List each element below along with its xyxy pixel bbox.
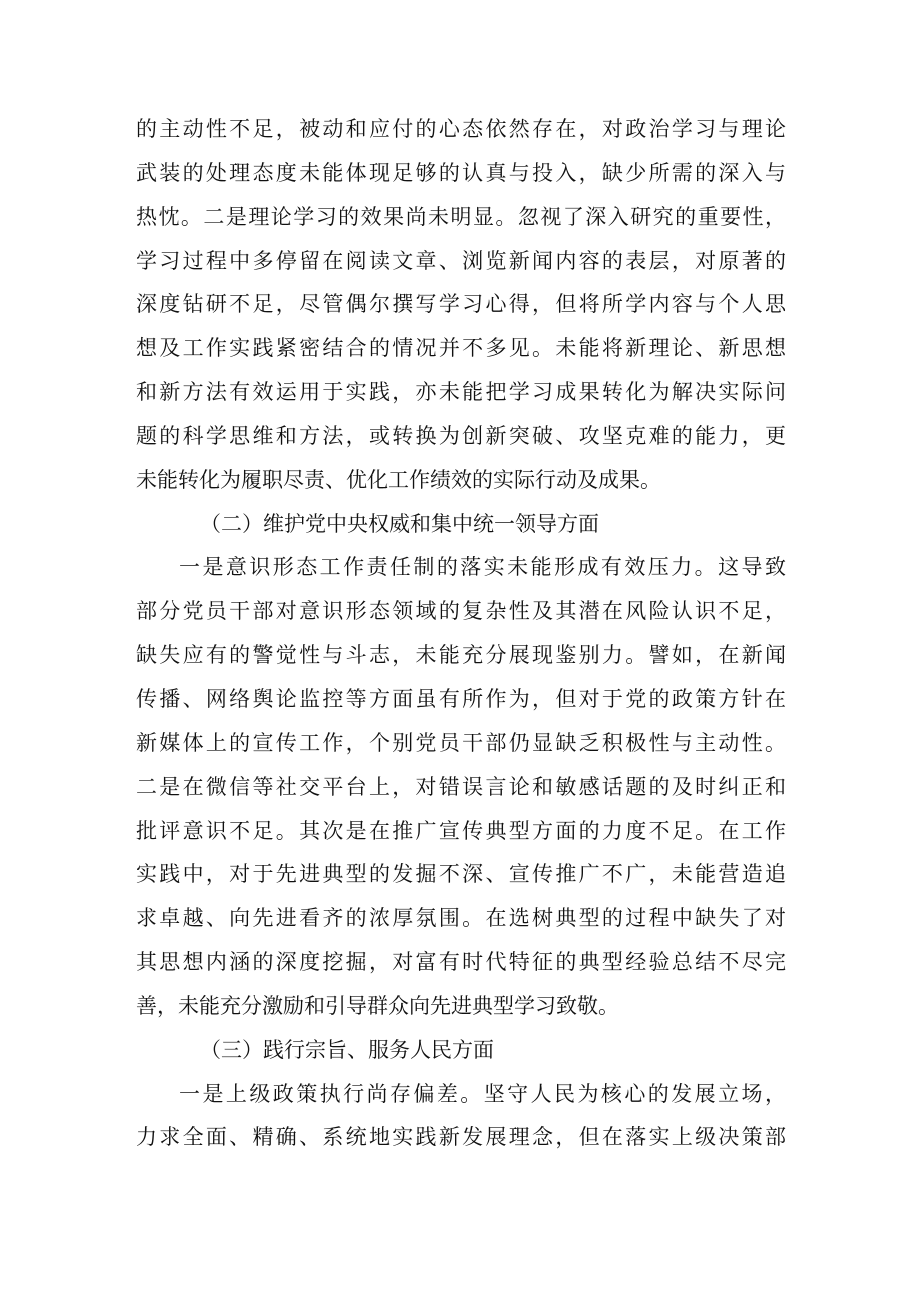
body-line: 和新方法有效运用于实践，亦未能把学习成果转化为解决实际问 xyxy=(136,380,786,405)
paragraph-first-line: 一是上级政策执行尚存偏差。坚守人民为核心的发展立场， xyxy=(179,1081,786,1106)
body-line: 求卓越、向先进看齐的浓厚氛围。在选树典型的过程中缺失了对 xyxy=(136,906,786,931)
body-line: 实践中，对于先进典型的发掘不深、宣传推广不广，未能营造追 xyxy=(136,862,786,887)
paragraph-first-line: 一是意识形态工作责任制的落实未能形成有效压力。这导致 xyxy=(179,555,786,580)
body-line: 其思想内涵的深度挖掘，对富有时代特征的典型经验总结不尽完 xyxy=(136,950,786,975)
body-line: 未能转化为履职尽责、优化工作绩效的实际行动及成果。 xyxy=(136,467,661,492)
body-line: 力求全面、精确、系统地实践新发展理念，但在落实上级决策部 xyxy=(136,1125,786,1150)
document-page xyxy=(136,108,786,1160)
section-heading-3: （三）践行宗旨、服务人民方面 xyxy=(200,1037,494,1062)
body-line: 缺失应有的警觉性与斗志，未能充分展现鉴别力。譬如，在新闻 xyxy=(136,643,786,668)
body-line: 题的科学思维和方法，或转换为创新突破、攻坚克难的能力，更 xyxy=(136,423,786,448)
section-heading-2: （二）维护党中央权威和集中统一领导方面 xyxy=(200,511,599,536)
body-line: 批评意识不足。其次是在推广宣传典型方面的力度不足。在工作 xyxy=(136,818,786,843)
body-line: 传播、网络舆论监控等方面虽有所作为，但对于党的政策方针在 xyxy=(136,686,786,711)
body-line: 想及工作实践紧密结合的情况并不多见。未能将新理论、新思想 xyxy=(136,336,786,361)
body-line: 热忱。二是理论学习的效果尚未明显。忽视了深入研究的重要性， xyxy=(136,204,786,229)
body-line: 学习过程中多停留在阅读文章、浏览新闻内容的表层，对原著的 xyxy=(136,248,786,273)
body-line: 武装的处理态度未能体现足够的认真与投入，缺少所需的深入与 xyxy=(136,160,786,185)
body-line: 的主动性不足，被动和应付的心态依然存在，对政治学习与理论 xyxy=(136,117,786,141)
body-line: 二是在微信等社交平台上，对错误言论和敏感话题的及时纠正和 xyxy=(136,774,786,799)
body-line: 深度钻研不足，尽管偶尔撰写学习心得，但将所学内容与个人思 xyxy=(136,292,786,317)
body-line: 部分党员干部对意识形态领域的复杂性及其潜在风险认识不足， xyxy=(136,599,786,624)
body-line: 新媒体上的宣传工作，个别党员干部仍显缺乏积极性与主动性。 xyxy=(136,730,786,755)
body-line: 善，未能充分激励和引导群众向先进典型学习致敬。 xyxy=(136,993,619,1018)
